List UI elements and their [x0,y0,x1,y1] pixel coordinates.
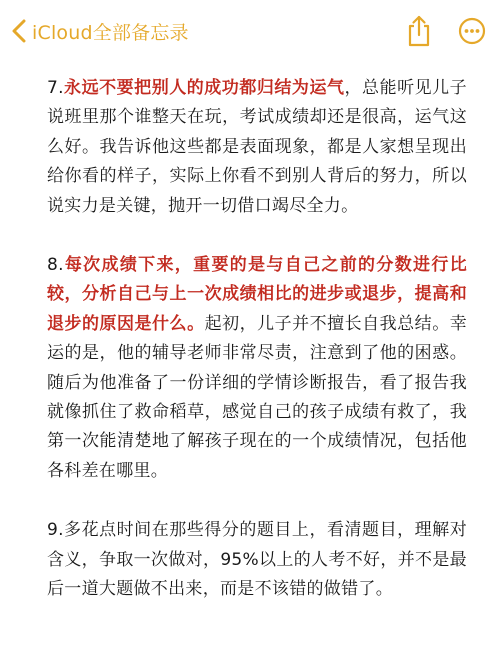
back-button[interactable] [12,18,189,45]
share-icon[interactable] [406,15,432,47]
p7-text: ，总能听见儿子说班里那个谁整天在玩，考试成绩却还是很高，运气这么好。我告诉他这些都是表面现象，都是人家想呈现出给你看的样子，实际上你看不到别人背后的努力，所以说实力是关键，抛开一切借口竭尽全力。 [47,78,467,216]
navigation-bar [0,0,500,62]
more-icon[interactable] [458,17,486,45]
p8-number: 8. [47,255,64,276]
p8-highlight: 每次成绩下来，重要的是与自己之前的分数进行比较，分析自己与上一次成绩相比的进步或退步，提高和退步的原因是什么。 [47,255,467,334]
back-label: iCloud全部备忘录 [32,21,189,44]
chevron-left-icon [12,19,26,43]
nav-actions [406,15,486,47]
p8-text: 起初，儿子并不擅长自我总结。幸运的是，他的辅导老师非常尽责，注意到了他的困惑。随后为他准备了一份详细的学情诊断报告，看了报告我就像抓住了救命稻草，感觉自己的孩子成绩有救了，我第一次能清楚地了解孩子现在的一个成绩情况，包括他各科差在哪里。 [47,313,467,481]
note-body[interactable] [47,66,467,605]
p7-number: 7. [47,78,64,98]
note-paragraph-7 [47,74,467,221]
p7-highlight: 永远不要把别人的成功都归结为运气 [63,78,345,98]
note-paragraph-8 [47,251,467,486]
note-paragraph-9: 9.多花点时间在那些得分的题目上，看清题目，理解对含义，争取一次做对，95%以上的人考不好，并不是最后一道大题做不出来，而是不该错的做错了。 [47,520,467,600]
